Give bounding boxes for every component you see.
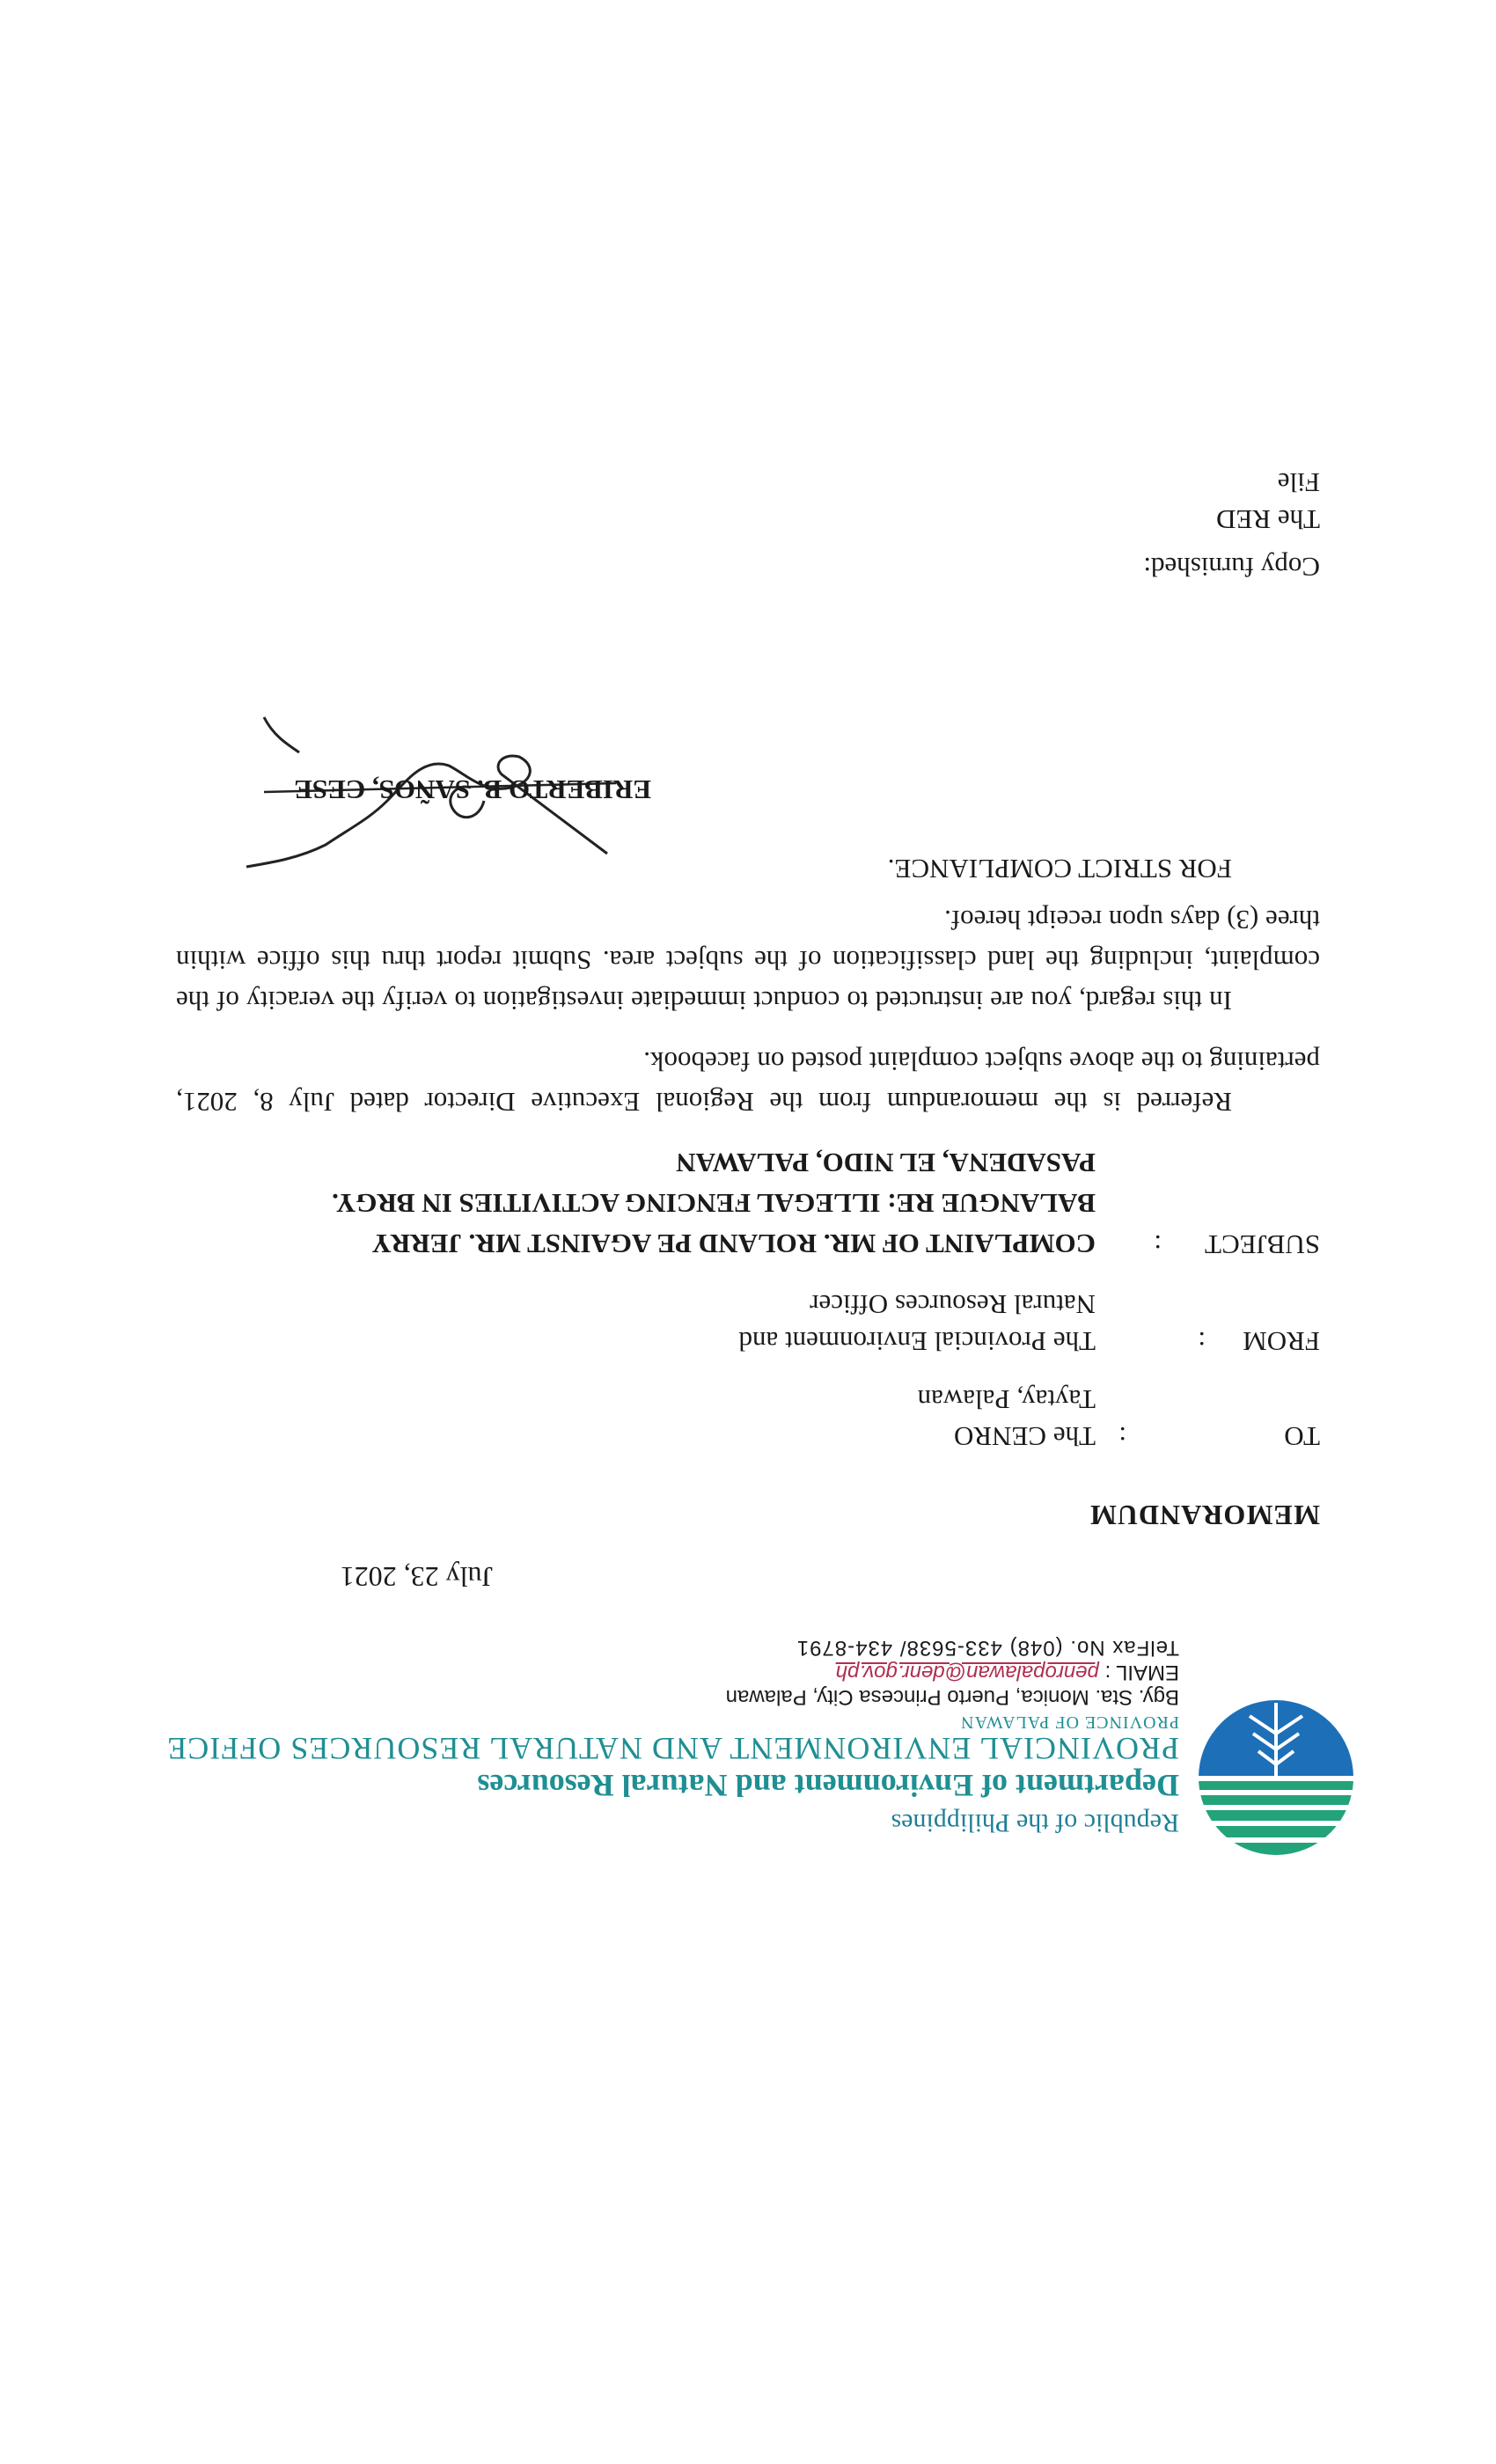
- subject-text: [163, 1142, 1096, 1264]
- from-line1: The Provincial Environment and: [738, 1326, 1096, 1357]
- email-link[interactable]: penropalawan@denr.gov.ph: [835, 1661, 1099, 1684]
- to-line1: The CENRO: [953, 1421, 1096, 1452]
- subject-line3: PASADENA, EL NIDO, PALAWAN: [676, 1148, 1096, 1178]
- to-line2: Taytay, Palawan: [917, 1384, 1096, 1415]
- from-line2: Natural Resources Officer: [810, 1289, 1096, 1320]
- compliance-line: FOR STRICT COMPLIANCE.: [887, 854, 1232, 884]
- body-paragraph-1: Referred is the memorandum from the Regional Executive Director dated July 8, 2021, pertaining to the above subject complaint posted on facebook.: [176, 1046, 1320, 1118]
- to-label: TO: [1284, 1421, 1320, 1452]
- header-republic: Republic of the Philippines: [891, 1808, 1179, 1837]
- copy-furnished-item: The RED: [1216, 504, 1320, 535]
- to-colon: :: [1118, 1421, 1126, 1452]
- header-email: [836, 1660, 1179, 1684]
- email-label: EMAIL :: [1098, 1661, 1179, 1684]
- copy-furnished-label: Copy furnished:: [1143, 552, 1320, 583]
- subject-label: SUBJECT: [1205, 1229, 1320, 1260]
- memo-title: MEMORANDUM: [1089, 1500, 1320, 1531]
- header-department: Department of Environment and Natural Resources: [477, 1768, 1179, 1803]
- subject-colon: :: [1154, 1229, 1162, 1260]
- subject-line1: COMPLAINT OF MR. ROLAND PE AGAINST MR. JERRY: [371, 1228, 1096, 1259]
- memo-date: July 23, 2021: [340, 1561, 493, 1593]
- signature-image: [229, 713, 634, 906]
- subject-line2: BALANGUE RE: ILLEGAL FENCING ACTIVITIES IN BRGY.: [332, 1188, 1096, 1219]
- body-paragraph-2: In this regard, you are instructed to conduct immediate investigation to verify the veracity of the complaint, including the land classification of the subject area. Submit report thru this office within three (3) days upon receipt hereof.: [176, 905, 1320, 1016]
- from-colon: :: [1198, 1326, 1206, 1357]
- signatory-name: ERIBERTO B. SAÑOS, CESE: [294, 774, 651, 805]
- header-telfax: TelFax No. (048) 433-5638/ 434-8791: [796, 1636, 1179, 1660]
- copy-furnished-item: File: [1277, 467, 1320, 498]
- header-address: Bgy. Sta. Monica, Puerto Princesa City, Palawan: [725, 1685, 1179, 1709]
- denr-logo: [1197, 1698, 1355, 1857]
- header-office: PROVINCIAL ENVIRONMENT AND NATURAL RESOURCES OFFICE: [166, 1731, 1179, 1766]
- from-label: FROM: [1243, 1326, 1320, 1357]
- header-province: PROVINCE OF PALAWAN: [960, 1712, 1179, 1732]
